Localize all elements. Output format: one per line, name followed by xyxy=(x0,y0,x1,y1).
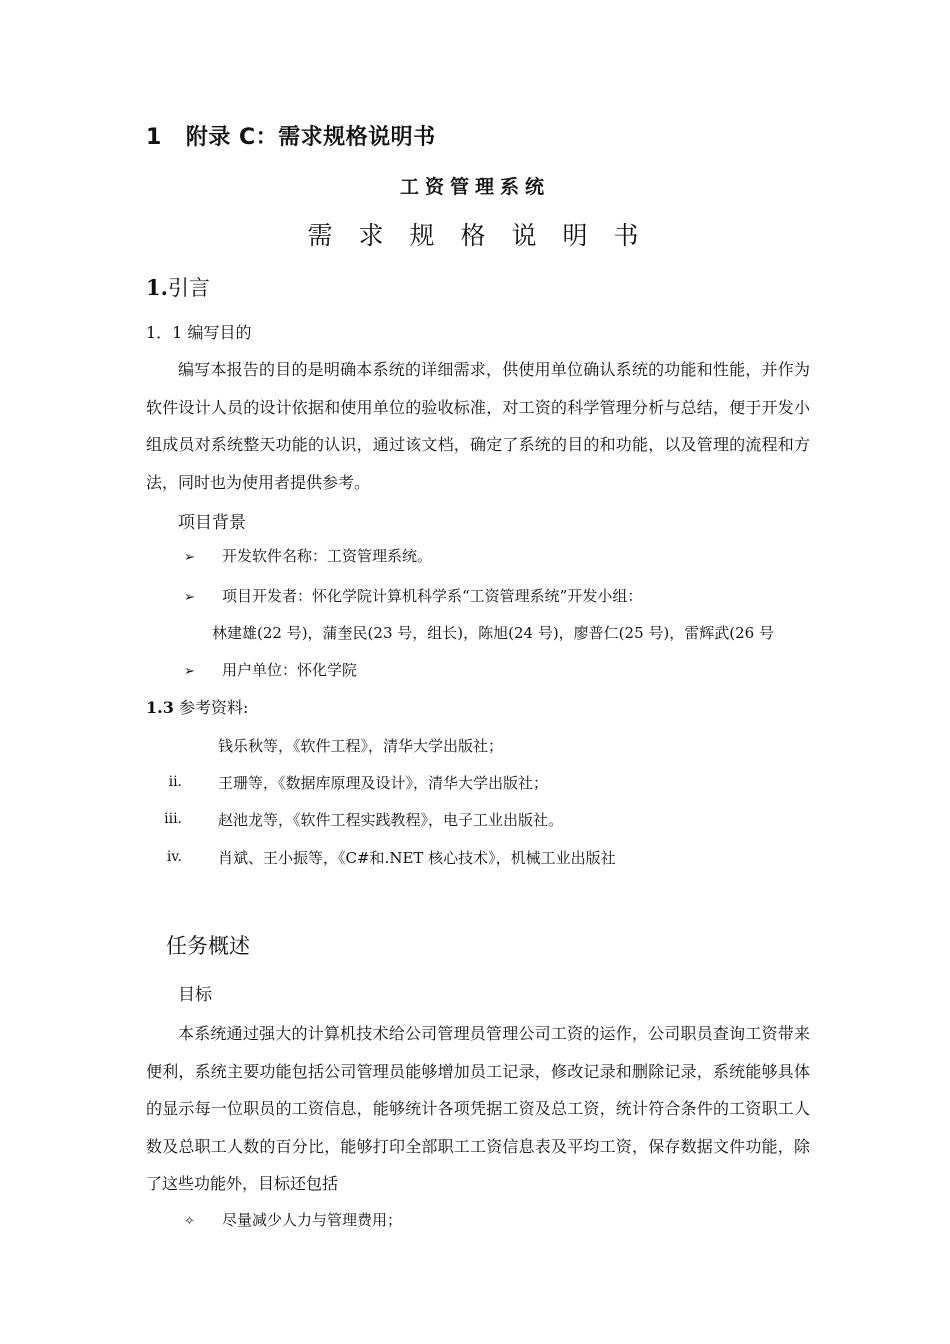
reference-marker: ii. xyxy=(168,774,182,790)
background-item-text: 项目开发者：怀化学院计算机科学系“工资管理系统”开发小组： xyxy=(222,587,643,605)
chapter-number: 1 xyxy=(146,125,162,150)
arrow-bullet-icon: ➢ xyxy=(184,590,195,605)
document-subtitle: 工资管理系统 xyxy=(399,176,550,198)
arrow-bullet-icon: ➢ xyxy=(184,664,195,679)
background-item xyxy=(184,585,642,606)
section-1-1-heading: 1．1 编写目的 xyxy=(146,323,252,342)
goal-bullet-text: 尽量减少人力与管理费用； xyxy=(222,1211,403,1229)
diamond-bullet-icon: ✧ xyxy=(184,1214,195,1229)
goal-paragraph: 本系统通过强大的计算机技术给公司管理员管理公司工资的运作，公司职员查询工资带来便利，系统主要功能包括公司管理员能够增加员工记录，修改记录和删除记录，系统能够具体的显示每一位职员的工资信息，能够统计各项凭据工资及总工资，统计符合条件的工资职工人数及总职工人数的百分比，能够打印全部职工工资信息表及平均工资，保存数据文件功能，除了这些功能外，目标还包括 xyxy=(146,1024,810,1193)
reference-item: 肖斌、王小振等，《C#和.NET 核心技术》，机械工业出版社 xyxy=(218,849,616,867)
references-number: 1.3 xyxy=(146,698,174,717)
reference-item: 赵池龙等，《软件工程实践教程》，电子工业出版社。 xyxy=(218,811,564,829)
section-1-title: 引言 xyxy=(167,276,210,300)
chapter-heading xyxy=(146,120,436,151)
reference-item: 钱乐秋等，《软件工程》，清华大学出版社； xyxy=(218,737,504,755)
section-2-heading: 任务概述 xyxy=(166,934,250,958)
references-heading xyxy=(146,695,248,718)
section-1-number: 1. xyxy=(146,275,168,300)
purpose-paragraph: 编写本报告的目的是明确本系统的详细需求，供使用单位确认系统的功能和性能，并作为软件设计人员的设计依据和使用单位的验收标准，对工资的科学管理分析与总结，便于开发小组成员对系统整天功能的认识，通过该文档，确定了系统的目的和功能，以及管理的流程和方法，同时也为使用者提供参考。 xyxy=(146,360,810,492)
developer-names: 林建雄(22 号)，蒲奎民(23 号，组长)，陈旭(24 号)，廖普仁(25 号)，雷辉武(26 号 xyxy=(212,624,774,642)
background-item-text: 开发软件名称：工资管理系统。 xyxy=(222,547,433,565)
section-1-heading xyxy=(146,272,210,302)
references-title: 参考资料: xyxy=(178,698,249,717)
reference-marker: iii. xyxy=(164,811,182,827)
goal-bullet-item xyxy=(184,1209,402,1230)
document-title: 需求规格说明书 xyxy=(307,221,665,250)
chapter-title: 附录 C：需求规格说明书 xyxy=(185,125,436,150)
goal-label: 目标 xyxy=(178,985,212,1005)
background-label: 项目背景 xyxy=(178,513,246,533)
reference-item: 王珊等，《数据库原理及设计》，清华大学出版社； xyxy=(218,774,549,792)
background-item xyxy=(184,659,357,680)
background-item-text: 用户单位：怀化学院 xyxy=(222,661,358,679)
reference-marker: iv. xyxy=(166,849,182,865)
arrow-bullet-icon: ➢ xyxy=(184,550,195,565)
background-item xyxy=(184,545,432,566)
